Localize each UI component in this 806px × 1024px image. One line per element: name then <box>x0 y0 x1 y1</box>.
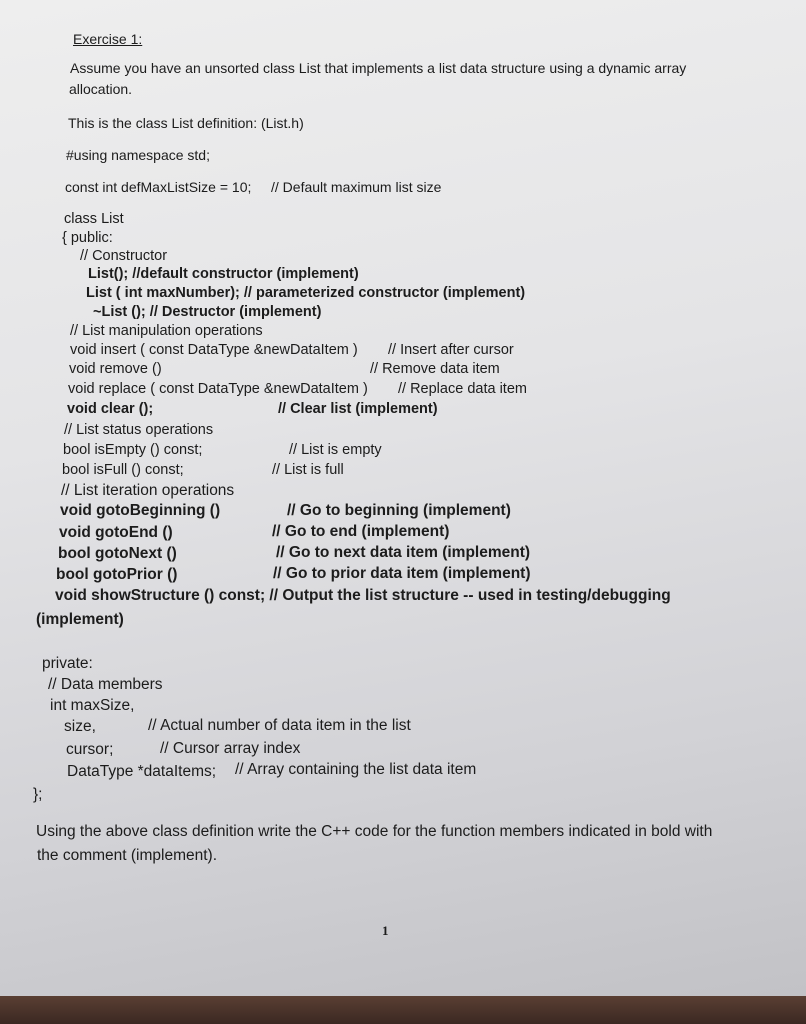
closing-brace: }; <box>33 786 43 803</box>
data-size-sig: size, <box>64 718 96 735</box>
private-line: private: <box>42 655 93 672</box>
definition-intro: This is the class List definition: (List.h) <box>68 115 304 131</box>
comment-manipulation: // List manipulation operations <box>70 323 263 339</box>
iter-gotonext-comment: // Go to next data item (implement) <box>276 544 531 561</box>
member-remove-sig: void remove () <box>69 361 162 377</box>
data-cursor-comment: // Cursor array index <box>160 740 301 757</box>
data-cursor-sig: cursor; <box>66 741 114 758</box>
iter-gotoend-sig: void gotoEnd () <box>59 524 173 541</box>
data-size-comment: // Actual number of data item in the list <box>148 717 411 734</box>
status-isfull-sig: bool isFull () const; <box>62 462 184 478</box>
data-maxsize: int maxSize, <box>50 697 135 714</box>
desk-surface <box>0 996 806 1024</box>
page-number: 1 <box>382 923 389 938</box>
iter-gotoprior-comment: // Go to prior data item (implement) <box>273 565 531 582</box>
member-replace-sig: void replace ( const DataType &newDataItem ) <box>68 381 368 397</box>
const-comment: // Default maximum list size <box>271 179 442 195</box>
status-isempty-sig: bool isEmpty () const; <box>63 442 203 458</box>
data-items-comment: // Array containing the list data item <box>235 761 477 778</box>
comment-constructor: // Constructor <box>80 248 168 264</box>
destructor: ~List (); // Destructor (implement) <box>93 304 322 320</box>
public-line: { public: <box>62 230 113 246</box>
using-line: #using namespace std; <box>66 147 210 163</box>
comment-iteration: // List iteration operations <box>61 482 235 499</box>
const-line: const int defMaxListSize = 10; <box>65 179 252 195</box>
iter-gotoprior-sig: bool gotoPrior () <box>56 566 178 583</box>
member-remove-comment: // Remove data item <box>370 361 500 377</box>
member-clear-sig: void clear (); <box>67 401 154 417</box>
member-insert-sig: void insert ( const DataType &newDataItem ) <box>70 342 358 358</box>
comment-status: // List status operations <box>64 422 214 438</box>
comment-data-members: // Data members <box>48 676 163 693</box>
default-constructor: List(); //default constructor (implement) <box>88 266 359 282</box>
status-isempty-comment: // List is empty <box>289 442 382 458</box>
member-replace-comment: // Replace data item <box>398 381 527 397</box>
iter-gotobeginning-sig: void gotoBeginning () <box>60 502 221 519</box>
show-structure-continued: (implement) <box>36 611 124 628</box>
instruction-line-2: the comment (implement). <box>37 847 218 864</box>
iter-gotoend-comment: // Go to end (implement) <box>272 523 450 540</box>
member-clear-comment: // Clear list (implement) <box>278 401 438 417</box>
instruction-line-1: Using the above class definition write the C++ code for the function members indicated in bold with <box>36 823 713 840</box>
class-line: class List <box>64 211 124 227</box>
exercise-title: Exercise 1: <box>73 31 143 47</box>
status-isfull-comment: // List is full <box>272 462 344 478</box>
intro-line-1: Assume you have an unsorted class List that implements a list data structure using a dynamic array <box>70 60 687 76</box>
show-structure: void showStructure () const; // Output the list structure -- used in testing/debugging <box>55 587 671 604</box>
intro-line-2: allocation. <box>69 81 133 97</box>
data-items-sig: DataType *dataItems; <box>67 763 217 780</box>
iter-gotonext-sig: bool gotoNext () <box>58 545 177 562</box>
param-constructor: List ( int maxNumber); // parameterized constructor (implement) <box>86 285 526 301</box>
member-insert-comment: // Insert after cursor <box>388 342 514 358</box>
iter-gotobeginning-comment: // Go to beginning (implement) <box>287 502 511 519</box>
